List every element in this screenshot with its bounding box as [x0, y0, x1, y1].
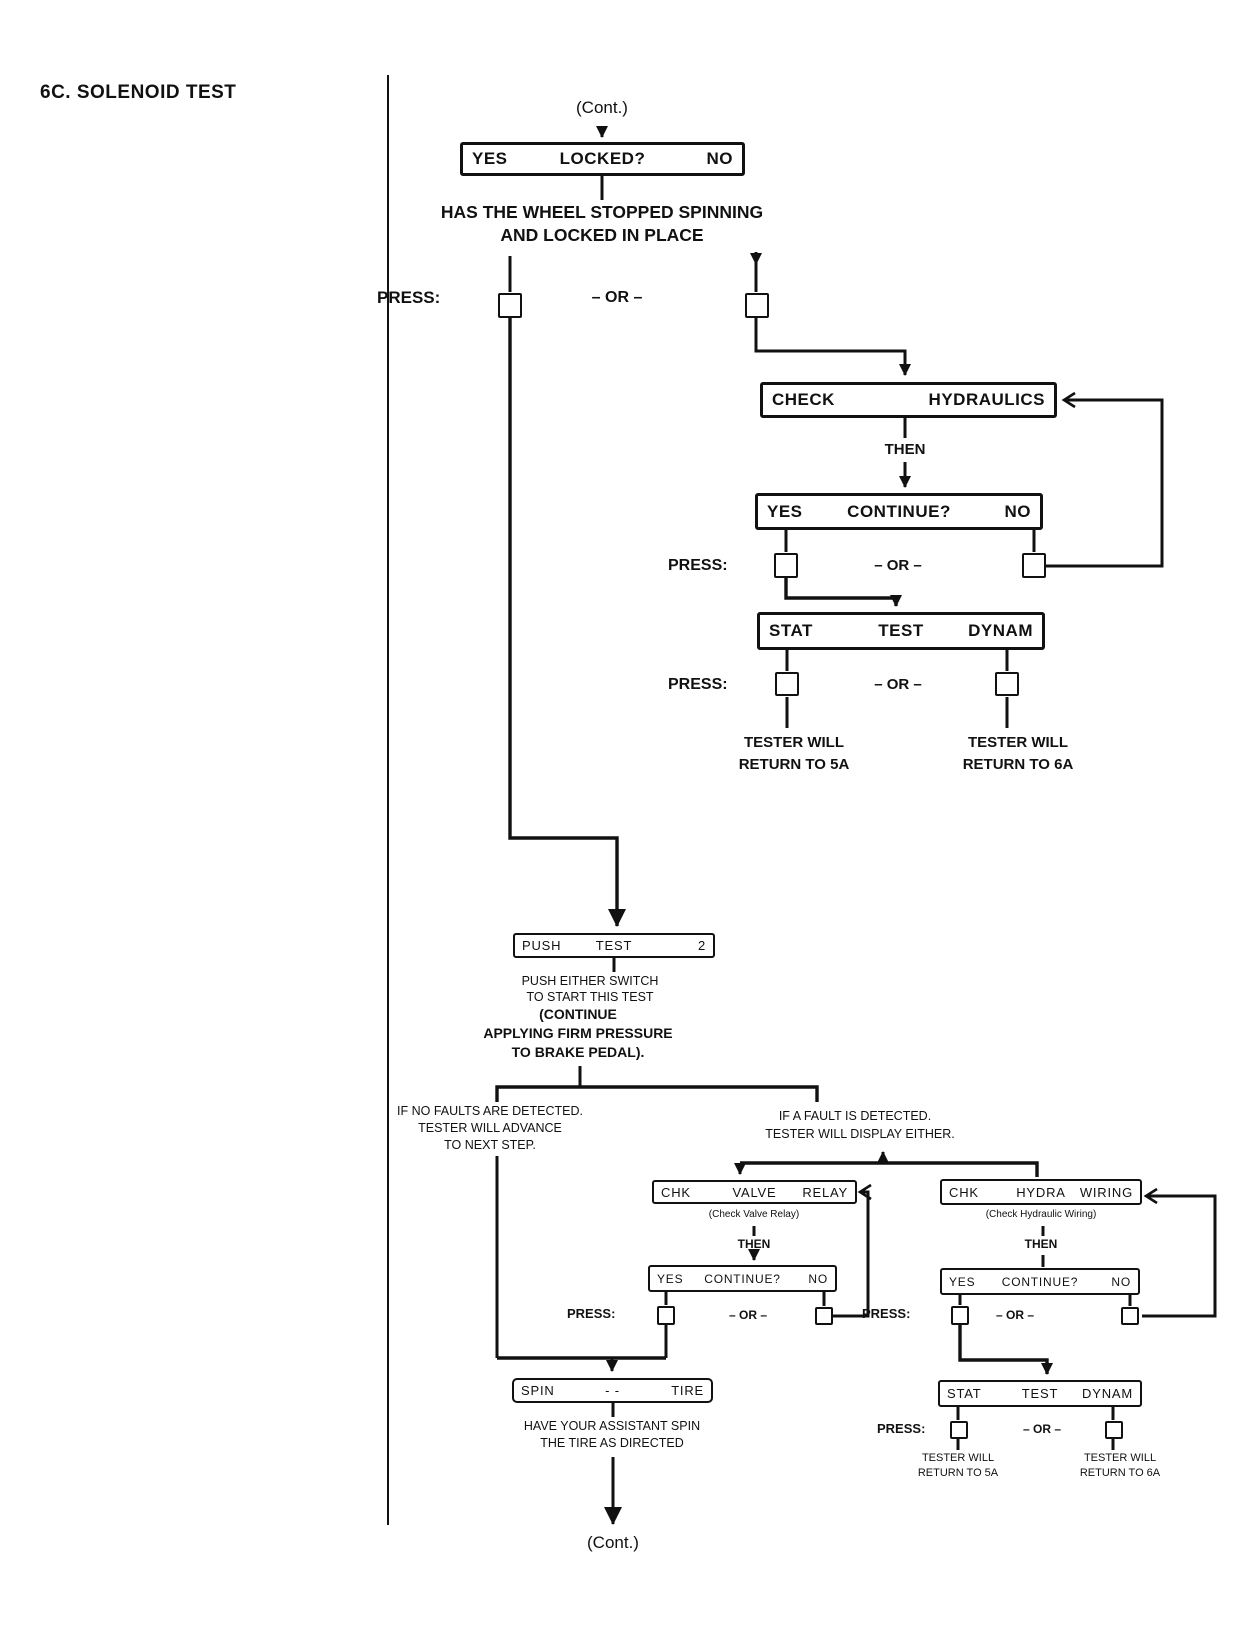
- no-faults-line1: IF NO FAULTS ARE DETECTED.: [397, 1104, 583, 1118]
- display-continue-hydra-no: NO: [1111, 1274, 1131, 1289]
- tester-return-5a-line1: TESTER WILL: [744, 734, 844, 751]
- push-note-bold-line2: APPLYING FIRM PRESSURE: [483, 1025, 673, 1041]
- wheel-question-line1: HAS THE WHEEL STOPPED SPINNING: [440, 202, 764, 222]
- yes-button-box-1: [498, 293, 522, 318]
- display-continue-valve-yes: YES: [657, 1271, 684, 1286]
- then-label-3: THEN: [1024, 1237, 1058, 1251]
- page-title: 6C. SOLENOID TEST: [40, 82, 237, 103]
- display-continue-main-question: CONTINUE?: [847, 501, 951, 521]
- display-locked: [460, 142, 745, 176]
- display-continue-valve-no: NO: [808, 1271, 828, 1286]
- or-label-2: – OR –: [874, 557, 922, 574]
- display-stat-main: STAT: [769, 621, 813, 640]
- or-label-5: – OR –: [995, 1308, 1035, 1322]
- tester-return-6a-sub-line1: TESTER WILL: [1083, 1452, 1157, 1464]
- display-dashes: - -: [605, 1383, 620, 1398]
- tester-return-6a-sub-line2: RETURN TO 6A: [1079, 1467, 1161, 1479]
- no-button-box-2: [1022, 553, 1046, 578]
- tester-return-6a-line2: RETURN TO 6A: [962, 756, 1074, 773]
- tester-return-5a-sub-line1: TESTER WILL: [921, 1452, 995, 1464]
- push-note-line2: TO START THIS TEST: [526, 990, 654, 1004]
- yes-button-box-2: [774, 553, 798, 578]
- display-locked-question: LOCKED?: [559, 149, 646, 168]
- display-check-left: CHECK: [772, 390, 835, 409]
- display-continue-main: [755, 493, 1043, 530]
- then-label-1: THEN: [884, 441, 926, 458]
- or-label-3: – OR –: [874, 676, 922, 693]
- no-button-box-4: [1121, 1307, 1139, 1325]
- display-check-right: HYDRAULICS: [928, 390, 1045, 409]
- chk-valve-relay-caption: (Check Valve Relay): [708, 1209, 800, 1220]
- or-label-6: – OR –: [1022, 1422, 1062, 1436]
- no-faults-line3: TO NEXT STEP.: [444, 1138, 536, 1152]
- no-button-box-3: [815, 1307, 833, 1325]
- display-spin-tire: [512, 1378, 713, 1403]
- continuation-bottom-label: (Cont.): [587, 1533, 639, 1552]
- no-button-box-1: [745, 293, 769, 318]
- stat-button-box-2: [950, 1421, 968, 1439]
- stat-button-box-1: [775, 672, 799, 696]
- display-push-test: [513, 933, 715, 958]
- display-wiring: WIRING: [1079, 1184, 1133, 1200]
- display-tire: TIRE: [671, 1383, 704, 1398]
- display-push: PUSH: [522, 938, 562, 953]
- tester-return-6a-line1: TESTER WILL: [968, 734, 1068, 751]
- push-note-bold-line1: (CONTINUE: [539, 1006, 617, 1022]
- display-test-sub: TEST: [1021, 1386, 1059, 1401]
- display-continue-main-yes: YES: [767, 501, 803, 521]
- display-check-hydraulics: [760, 382, 1057, 418]
- tester-return-5a-sub-line2: RETURN TO 5A: [917, 1467, 999, 1479]
- display-relay: RELAY: [802, 1184, 848, 1200]
- push-note-line1: PUSH EITHER SWITCH: [521, 974, 659, 988]
- press-label-2: PRESS:: [668, 557, 728, 574]
- spin-note-line1: HAVE YOUR ASSISTANT SPIN: [523, 1419, 701, 1433]
- display-continue-hydra-question: CONTINUE?: [1001, 1274, 1079, 1289]
- push-note-bold-line3: TO BRAKE PEDAL).: [511, 1044, 645, 1060]
- fault-line1: IF A FAULT IS DETECTED.: [778, 1109, 932, 1123]
- yes-button-box-3: [657, 1306, 675, 1325]
- dynam-button-box-2: [1105, 1421, 1123, 1439]
- dynam-button-box-1: [995, 672, 1019, 696]
- display-locked-yes: YES: [472, 149, 508, 168]
- display-valve: VALVE: [732, 1184, 777, 1200]
- chk-hydra-wiring-caption: (Check Hydraulic Wiring): [985, 1209, 1097, 1220]
- press-label-1: PRESS:: [377, 288, 441, 307]
- display-chk-1: CHK: [661, 1184, 691, 1200]
- display-chk-valve-relay: [652, 1180, 857, 1204]
- press-label-4: PRESS:: [567, 1306, 616, 1321]
- then-label-2: THEN: [737, 1237, 771, 1251]
- display-test-main: TEST: [878, 621, 924, 640]
- yes-button-box-4: [951, 1306, 969, 1325]
- display-continue-hydra-yes: YES: [949, 1274, 976, 1289]
- display-spin: SPIN: [521, 1383, 555, 1398]
- display-2: 2: [697, 938, 706, 953]
- press-label-6: PRESS:: [877, 1421, 926, 1436]
- continuation-top-label: (Cont.): [576, 98, 628, 117]
- or-label-1: – OR –: [591, 289, 643, 306]
- display-locked-no: NO: [706, 149, 733, 168]
- display-continue-valve: [648, 1265, 837, 1292]
- display-continue-main-no: NO: [1004, 501, 1031, 521]
- display-stat-test-dynam-sub: [938, 1380, 1142, 1407]
- spin-note-line2: THE TIRE AS DIRECTED: [540, 1436, 684, 1450]
- wheel-question-line2: AND LOCKED IN PLACE: [500, 225, 704, 245]
- tester-return-5a-line2: RETURN TO 5A: [738, 756, 850, 773]
- display-continue-valve-question: CONTINUE?: [704, 1271, 781, 1286]
- display-test: TEST: [595, 938, 633, 953]
- display-chk-hydra-wiring: [940, 1179, 1142, 1205]
- fault-line2: TESTER WILL DISPLAY EITHER.: [765, 1127, 955, 1141]
- display-hydra: HYDRA: [1016, 1184, 1066, 1200]
- display-stat-test-dynam-main: [757, 612, 1045, 650]
- display-chk-2: CHK: [949, 1184, 979, 1200]
- press-label-3: PRESS:: [668, 676, 728, 693]
- display-dynam-sub: DYNAM: [1082, 1386, 1133, 1401]
- press-label-5: PRESS:: [862, 1306, 911, 1321]
- display-stat-sub: STAT: [947, 1386, 982, 1401]
- no-faults-line2: TESTER WILL ADVANCE: [418, 1121, 562, 1135]
- display-dynam-main: DYNAM: [968, 621, 1033, 640]
- display-continue-hydra: [940, 1268, 1140, 1295]
- or-label-4: – OR –: [728, 1308, 768, 1322]
